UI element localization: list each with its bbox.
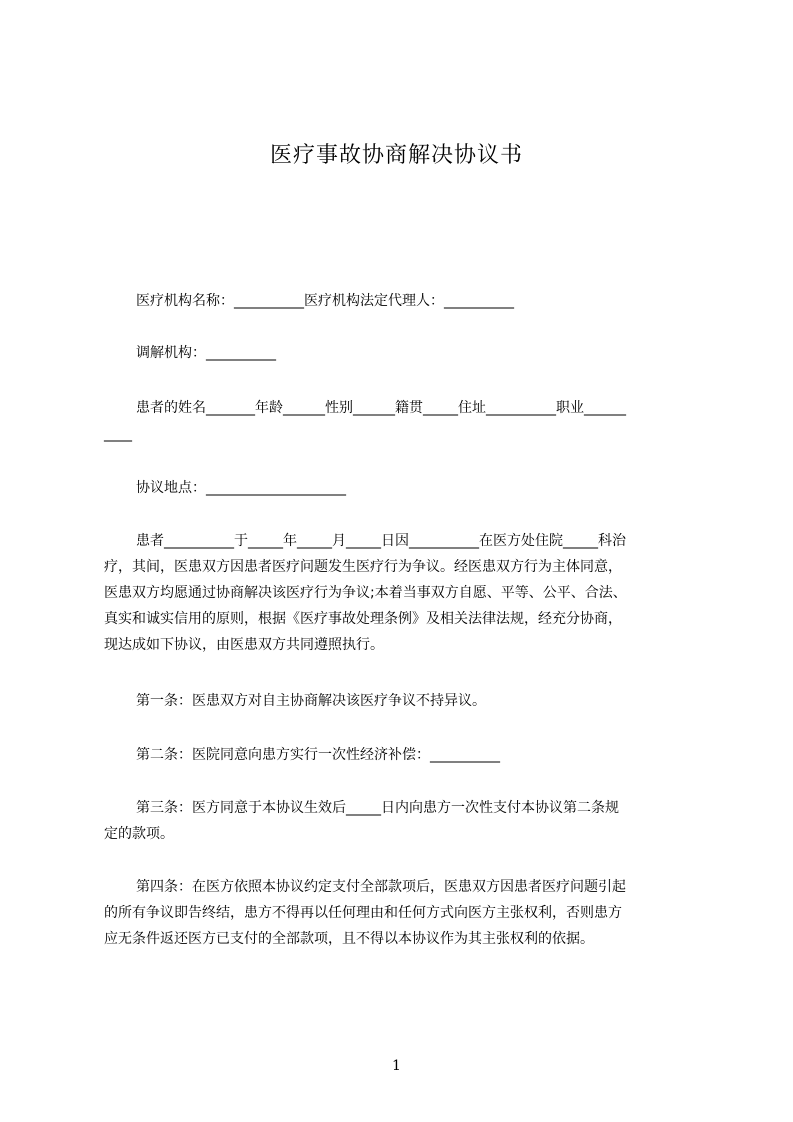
article-3-line: 定的款项。 bbox=[104, 826, 174, 842]
article-3-line: 第三条：医方同意于本协议生效后_____日内向患方一次性支付本协议第二条规 bbox=[136, 800, 619, 816]
article-4-line: 应无条件返还医方已支付的全部款项，且不得以本协议作为其主张权利的依据。 bbox=[104, 931, 594, 947]
preamble-line: 患者__________于_____年_____月_____日因__________在医方处住院_____科治 bbox=[136, 533, 626, 549]
patient-info-line: 患者的姓名_______年龄______性别______籍贯_____住址__________职业______ bbox=[136, 400, 626, 416]
article-4-line: 的所有争议即告终结，患方不得再以任何理由和任何方式向医方主张权利，否则患方 bbox=[104, 905, 622, 921]
preamble-line: 真实和诚实信用的原则，根据《医疗事故处理条例》及相关法律法规，经充分协商， bbox=[104, 611, 622, 627]
preamble-paragraph bbox=[104, 528, 704, 658]
institution-name-line: 医疗机构名称：__________医疗机构法定代理人：__________ bbox=[136, 293, 514, 309]
preamble-line: 医患双方均愿通过协商解决该医疗行为争议;本着当事双方自愿、平等、公平、合法、 bbox=[104, 585, 627, 601]
article-4 bbox=[104, 874, 704, 952]
patient-info-line-continued: ____ bbox=[104, 426, 132, 442]
article-2: 第二条：医院同意向患方实行一次性经济补偿：__________ bbox=[136, 747, 500, 763]
page-number: 1 bbox=[392, 1058, 401, 1074]
preamble-line: 现达成如下协议，由医患双方共同遵照执行。 bbox=[104, 637, 384, 653]
article-1: 第一条：医患双方对自主协商解决该医疗争议不持异议。 bbox=[136, 693, 486, 709]
document-title: 医疗事故协商解决协议书 bbox=[269, 143, 523, 168]
article-3 bbox=[104, 795, 704, 847]
mediation-institution-line: 调解机构：__________ bbox=[136, 345, 276, 361]
preamble-line: 疗，其间，医患双方因患者医疗问题发生医疗行为争议。经医患双方行为主体同意， bbox=[104, 559, 622, 575]
article-4-line: 第四条：在医方依照本协议约定支付全部款项后，医患双方因患者医疗问题引起 bbox=[136, 879, 626, 895]
agreement-location-line: 协议地点：____________________ bbox=[136, 480, 346, 496]
